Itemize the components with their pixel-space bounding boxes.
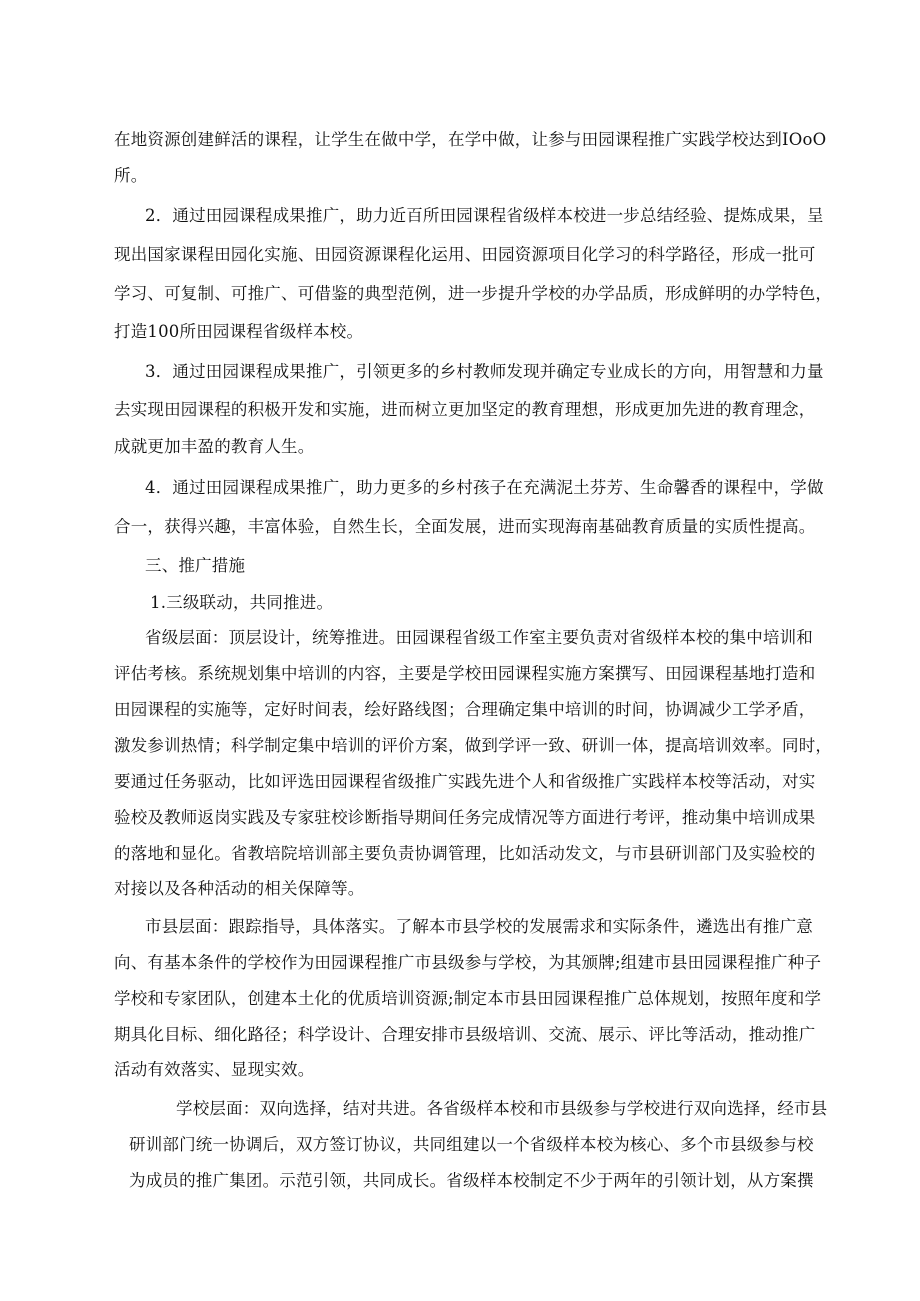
- text-line: 所。: [114, 166, 148, 185]
- text-line: 激发参训热情；科学制定集中培训的评价方案，做到学评一致、研训一体，提高培训效率。同时，: [114, 736, 833, 755]
- text-line: 要通过任务驱动，比如评选田园课程省级推广实践先进个人和省级推广实践样本校等活动，对实: [114, 772, 816, 791]
- text-line: 省级层面：顶层设计，统筹推进。田园课程省级工作室主要负责对省级样本校的集中培训和: [145, 628, 813, 647]
- subsection-heading: 1.三级联动，共同推进。: [150, 593, 334, 612]
- text-line: 为成员的推广集团。示范引领，共同成长。省级样本校制定不少于两年的引领计划，从方案撰: [129, 1171, 814, 1190]
- text-line: 3．通过田园课程成果推广，引领更多的乡村教师发现并确定专业成长的方向，用智慧和力量: [145, 362, 824, 381]
- text-line: 研训部门统一协调后，双方签订协议，共同组建以一个省级样本校为核心、多个市县级参与校: [129, 1135, 814, 1154]
- text-line: 学校层面：双向选择，结对共进。各省级样本校和市县级参与学校进行双向选择，经市县: [176, 1099, 828, 1118]
- text-line: 评估考核。系统规划集中培训的内容，主要是学校田园课程实施方案撰写、田园课程基地打造和: [114, 664, 816, 683]
- text-line: 学习、可复制、可推广、可借鉴的典型范例，进一步提升学校的办学品质，形成鲜明的办学特色，: [114, 284, 833, 303]
- text-line: 期具化目标、细化路径；科学设计、合理安排市县级培训、交流、展示、评比等活动，推动推广: [114, 1025, 816, 1044]
- text-line: 对接以及各种活动的相关保障等。: [114, 879, 365, 898]
- text-line: 验校及教师返岗实践及专家驻校诊断指导期间任务完成情况等方面进行考评，推动集中培训成果: [114, 808, 816, 827]
- section-heading: 三、推广措施: [145, 556, 246, 575]
- text-line: 学校和专家团队，创建本土化的优质培训资源;制定本市县田园课程推广总体规划，按照年度和学: [114, 989, 822, 1008]
- text-line: 田园课程的实施等，定好时间表，绘好路线图；合理确定集中培训的时间，协调减少工学矛盾，: [114, 700, 816, 719]
- text-line: 打造100所田园课程省级样本校。: [114, 322, 364, 341]
- text-line: 现出国家课程田园化实施、田园资源课程化运用、田园资源项目化学习的科学路径，形成一批可: [114, 245, 816, 264]
- text-line: 在地资源创建鲜活的课程，让学生在做中学，在学中做，让参与田园课程推广实践学校达到IOoO: [114, 130, 827, 149]
- text-line: 成就更加丰盈的教育人生。: [114, 437, 315, 456]
- text-line: 2．通过田园课程成果推广，助力近百所田园课程省级样本校进一步总结经验、提炼成果，呈: [145, 206, 824, 225]
- text-line: 市县层面：跟踪指导，具体落实。了解本市县学校的发展需求和实际条件，遴选出有推广意: [145, 917, 813, 936]
- text-line: 去实现田园课程的积极开发和实施，进而树立更加坚定的教育理想，形成更加先进的教育理念，: [114, 400, 816, 419]
- text-line: 向、有基本条件的学校作为田园课程推广市县级参与学校，为其颁牌;组建市县田园课程推广种子: [114, 953, 822, 972]
- text-line: 合一，获得兴趣，丰富体验，自然生长，全面发展，进而实现海南基础教育质量的实质性提高。: [114, 517, 816, 536]
- text-line: 4．通过田园课程成果推广，助力更多的乡村孩子在充满泥土芬芳、生命馨香的课程中，学做: [145, 478, 824, 497]
- text-line: 的落地和显化。省教培院培训部主要负责协调管理，比如活动发文，与市县研训部门及实验校的: [114, 844, 816, 863]
- text-line: 活动有效落实、显现实效。: [114, 1060, 315, 1079]
